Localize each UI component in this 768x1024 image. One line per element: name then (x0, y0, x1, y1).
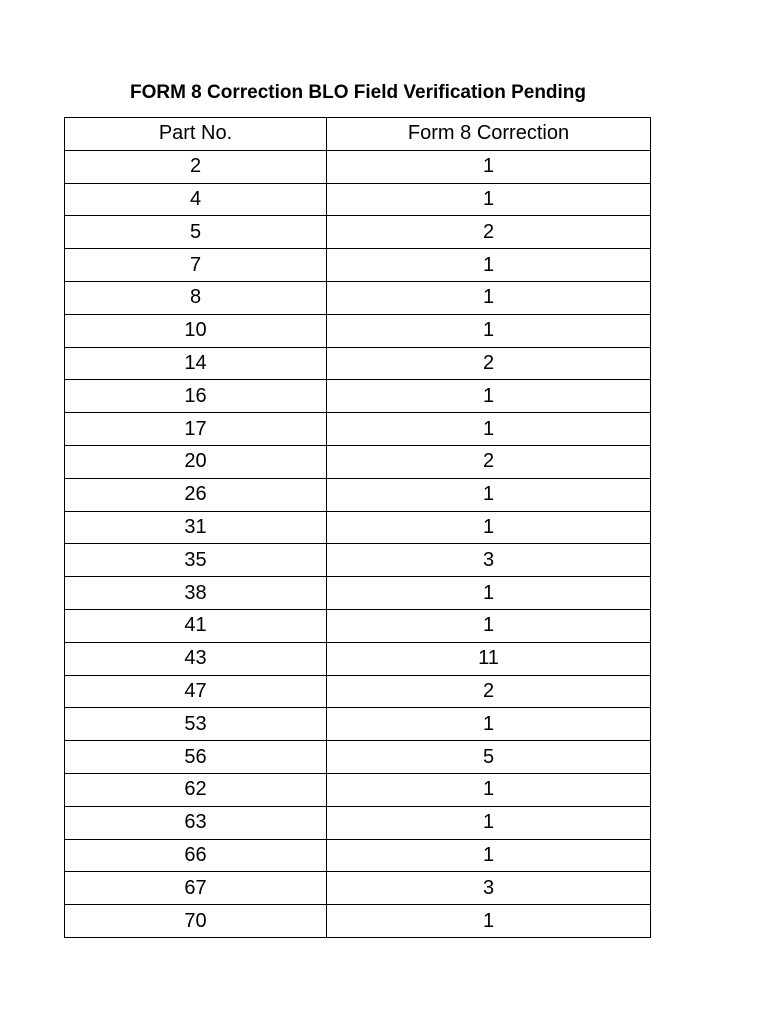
table-row (65, 872, 651, 905)
table-body (65, 150, 651, 937)
table-row (65, 150, 651, 183)
part-no-cell: 53 (65, 708, 327, 741)
part-no-cell: 63 (65, 806, 327, 839)
part-no-cell: 20 (65, 445, 327, 478)
part-no-cell: 17 (65, 413, 327, 446)
part-no-cell: 10 (65, 314, 327, 347)
table-row (65, 773, 651, 806)
column-header-form8-correction: Form 8 Correction (327, 118, 651, 151)
table-row (65, 511, 651, 544)
form8-correction-cell: 1 (327, 905, 651, 938)
part-no-cell: 5 (65, 216, 327, 249)
form8-correction-cell: 3 (327, 872, 651, 905)
part-no-cell: 31 (65, 511, 327, 544)
table-row (65, 577, 651, 610)
part-no-cell: 41 (65, 609, 327, 642)
form8-correction-cell: 1 (327, 183, 651, 216)
table-row (65, 609, 651, 642)
table-row (65, 675, 651, 708)
form8-correction-cell: 1 (327, 380, 651, 413)
part-no-cell: 67 (65, 872, 327, 905)
form8-correction-cell: 1 (327, 249, 651, 282)
table-row (65, 183, 651, 216)
column-header-part-no: Part No. (65, 118, 327, 151)
form8-correction-cell: 5 (327, 741, 651, 774)
table-header-row (65, 118, 651, 151)
part-no-cell: 56 (65, 741, 327, 774)
table-row (65, 380, 651, 413)
table-row (65, 281, 651, 314)
form8-correction-cell: 2 (327, 675, 651, 708)
form8-correction-cell: 1 (327, 511, 651, 544)
table-row (65, 544, 651, 577)
form8-correction-cell: 1 (327, 609, 651, 642)
form8-correction-cell: 1 (327, 773, 651, 806)
part-no-cell: 7 (65, 249, 327, 282)
part-no-cell: 66 (65, 839, 327, 872)
form8-correction-cell: 1 (327, 150, 651, 183)
table-row (65, 347, 651, 380)
form8-correction-cell: 1 (327, 708, 651, 741)
part-no-cell: 8 (65, 281, 327, 314)
part-no-cell: 4 (65, 183, 327, 216)
table-row (65, 905, 651, 938)
table-row (65, 806, 651, 839)
page-title: FORM 8 Correction BLO Field Verification Pending (129, 82, 587, 103)
part-no-cell: 26 (65, 478, 327, 511)
part-no-cell: 47 (65, 675, 327, 708)
part-no-cell: 43 (65, 642, 327, 675)
part-no-cell: 38 (65, 577, 327, 610)
form8-correction-cell: 1 (327, 281, 651, 314)
form8-correction-cell: 1 (327, 839, 651, 872)
form8-correction-cell: 11 (327, 642, 651, 675)
form8-correction-cell: 2 (327, 216, 651, 249)
form8-correction-cell: 3 (327, 544, 651, 577)
form8-correction-cell: 1 (327, 413, 651, 446)
table-row (65, 216, 651, 249)
part-no-cell: 70 (65, 905, 327, 938)
part-no-cell: 62 (65, 773, 327, 806)
form8-correction-cell: 1 (327, 806, 651, 839)
part-no-cell: 35 (65, 544, 327, 577)
table-row (65, 413, 651, 446)
table-row (65, 839, 651, 872)
table-row (65, 249, 651, 282)
part-no-cell: 2 (65, 150, 327, 183)
table-row (65, 478, 651, 511)
form8-correction-cell: 1 (327, 314, 651, 347)
pending-verification-table (64, 117, 651, 938)
table-row (65, 708, 651, 741)
form8-correction-cell: 2 (327, 445, 651, 478)
part-no-cell: 14 (65, 347, 327, 380)
table-row (65, 445, 651, 478)
form8-correction-cell: 2 (327, 347, 651, 380)
table-row (65, 314, 651, 347)
part-no-cell: 16 (65, 380, 327, 413)
table-row (65, 741, 651, 774)
form8-correction-cell: 1 (327, 478, 651, 511)
table-row (65, 642, 651, 675)
form8-correction-cell: 1 (327, 577, 651, 610)
